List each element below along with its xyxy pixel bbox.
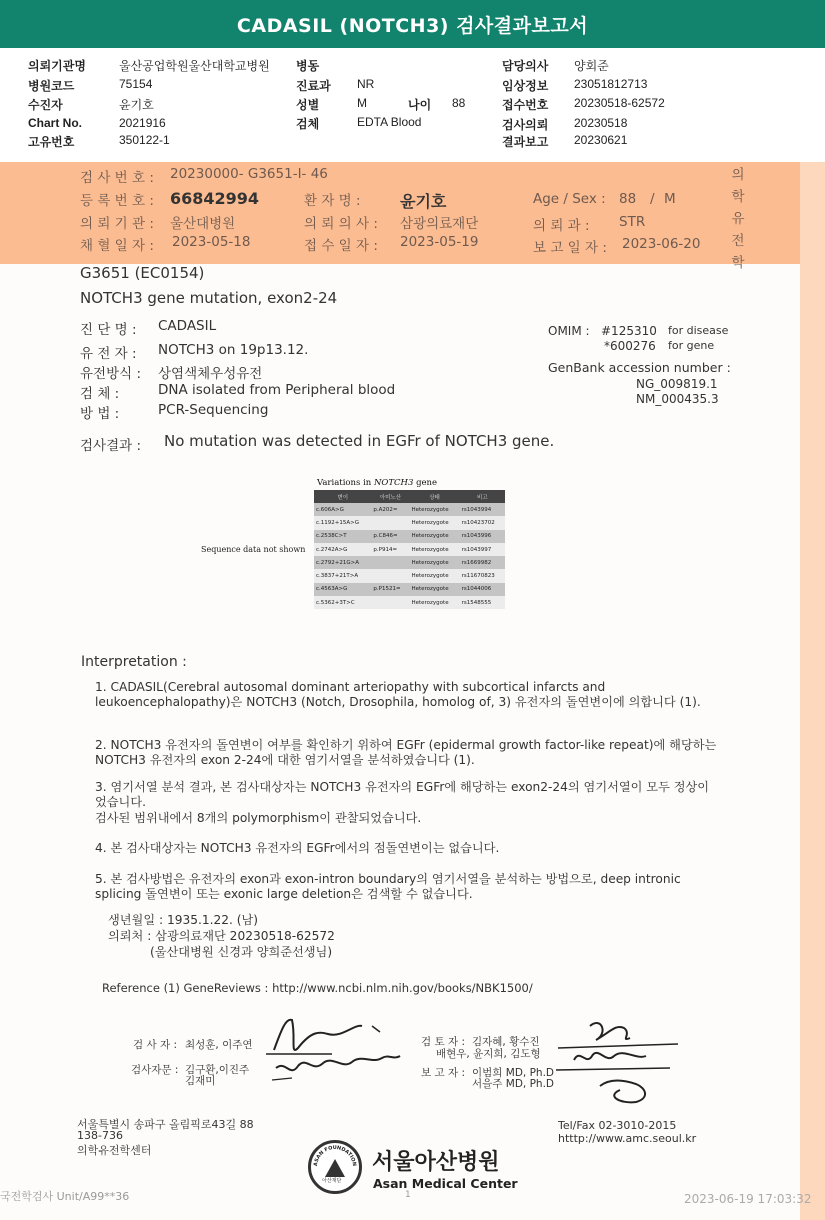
reviewer-names: 김자혜, 황수진 [472,1036,540,1048]
stub-label: 의 뢰 기 관 : [80,216,154,232]
cell: rs1669982 [460,556,505,569]
header-value: 88 [452,96,466,110]
header-label: 고유번호 [28,135,75,149]
header-label: 병원코드 [28,79,75,93]
cell: Heterozygote [409,569,459,582]
column-header: 변이 [314,490,371,503]
advisor-names: 김재미 [185,1075,216,1087]
header-label: Chart No. [28,116,82,130]
field-label: 방 법 : [80,406,120,422]
variations-table [314,490,505,609]
interpretation-paragraph-4: 4. 본 검사대상자는 NOTCH3 유전자의 EGFr에서의 점돌연변이는 없습니다. [95,841,500,855]
genbank-ng: NG_009819.1 [636,377,718,391]
report-title: CADASIL (NOTCH3) 검사결과보고서 [236,14,589,37]
header-label: 검사의뢰 [502,118,549,132]
requester: 의뢰처 : 삼광의료재단 20230518-62572 [108,929,335,943]
genbank-nm: NM_000435.3 [636,392,719,406]
genbank-label: GenBank accession number : [548,360,731,375]
table-row [314,543,505,556]
header-label: 나이 [408,98,432,112]
cell: p.P1521= [371,583,409,596]
variations-title-gene: NOTCH3 [373,478,414,488]
reviewer-names: 배현우, 윤지희, 김도형 [436,1048,541,1060]
interpretation-heading: Interpretation : [81,654,187,670]
reviewer-signature [550,1012,690,1112]
reporter-names: 서을주 MD, Ph.D [472,1078,554,1090]
interpretation-paragraph-2: 2. NOTCH3 유전자의 돌연변이 여부를 확인하기 위하여 EGFr (epidermal growth factor-like repeat)에 해당하는 NOTCH3 유전자의 exon 2-24에 대한 염기서열을 분석하였습니다 (1). [95,738,717,767]
header-value: M [357,96,367,110]
table-row [314,503,505,516]
field-value: 상염색체우성유전 [158,366,263,382]
header-value: 2021916 [119,116,166,130]
cell: Heterozygote [409,516,459,529]
sign-label: 검사자문 : [131,1064,179,1076]
address-postcode: 138-736 [77,1129,123,1142]
stub-label: 의 뢰 의 사 : [304,216,378,232]
test-title: NOTCH3 gene mutation, exon2-24 [80,289,338,307]
field-label: 검 체 : [80,386,120,402]
interpretation-paragraph-5: 5. 본 검사방법은 유전자의 exon과 exon-intron boundary의 염기서열을 분석하는 방법으로, deep intronic splicing 돌연변이 또는 exonic large deletion은 검색할 수 없습니다. [95,872,681,901]
field-value: CADASIL [158,318,217,334]
omim-disease: #125310 [601,324,657,338]
cell: p.A202= [371,503,409,516]
cell: Heterozygote [409,583,459,596]
registration-number: 66842994 [170,189,260,208]
cell: Heterozygote [409,530,459,543]
stub-label: 보 고 일 자 : [533,240,607,256]
table-row [314,583,505,596]
header-value: 20230518-62572 [574,96,665,110]
header-value: 윤기호 [119,98,154,112]
header-value: 23051812713 [574,77,648,91]
asan-foundation-logo [308,1140,362,1194]
result-text: No mutation was detected in EGFr of NOTCH3 gene. [164,432,555,450]
hospital-name-en: Asan Medical Center [373,1176,518,1191]
vertical-char: 의 [731,167,745,183]
sign-label: 검 토 자 : [421,1036,465,1048]
print-timestamp: 2023-06-19 17:03:32 [684,1192,812,1206]
cell [371,596,409,609]
column-header: 비고 [460,490,505,503]
cell [371,516,409,529]
draw-date: 2023-05-18 [172,234,251,250]
field-value: DNA isolated from Peripheral blood [158,382,396,398]
header-label: 성별 [296,98,320,112]
cell: rs1043994 [460,503,505,516]
report-title-banner [0,0,825,48]
header-label: 진료과 [296,79,331,93]
website: htttp://www.amc.seoul.kr [558,1132,697,1145]
header-value: 울산공업학원울산대학교병원 [119,59,270,73]
omim-gene: *600276 [604,339,656,353]
cell: rs1043996 [460,530,505,543]
field-value: NOTCH3 on 19p13.12. [158,342,309,358]
cell: p.C846= [371,530,409,543]
omim-note: for gene [668,339,715,352]
header-value: 75154 [119,77,153,91]
birth-date: 생년월일 : 1935.1.22. (남) [108,913,259,927]
stub-label: 환 자 명 : [304,193,361,209]
patient-name: 윤기호 [400,192,447,211]
department: STR [619,214,646,230]
header-value: 20230518 [574,116,628,130]
omim-label: OMIM : [548,324,590,338]
header-label: 의뢰기관명 [28,59,86,73]
page-edge [800,162,825,1220]
cell: c.2742A>G [314,543,371,556]
doctor: 삼광의료재단 [400,216,479,232]
cell [371,556,409,569]
requester-detail: (울산대병원 신경과 양희준선생님) [150,945,333,959]
vertical-char: 전 [731,233,745,249]
page-number: 1 [405,1190,411,1200]
vertical-department-label [728,164,748,274]
unit-code: 국전학검사 Unit/A99**36 [0,1190,130,1203]
report-date: 2023-06-20 [622,236,701,252]
stub-label: 의 뢰 과 : [533,218,590,234]
receive-date: 2023-05-19 [400,234,479,250]
vertical-char: 유 [731,211,745,227]
column-header: 상태 [409,490,459,503]
reference: Reference (1) GeneReviews : http://www.ncbi.nlm.nih.gov/books/NBK1500/ [102,981,533,995]
table-row [314,556,505,569]
vertical-char: 학 [731,255,745,271]
tester-names: 최성훈, 이주연 [185,1039,253,1051]
cell [371,569,409,582]
slash: / [650,191,655,207]
stub-label: 채 혈 일 자 : [80,238,154,254]
sign-label: 검 사 자 : [133,1039,177,1051]
variations-title [317,478,437,488]
field-label: 유 전 자 : [80,346,137,362]
header-label: 병동 [296,59,320,73]
sex: M [664,191,676,207]
table-row [314,569,505,582]
variations-title-prefix: Variations in [317,478,374,488]
cell: Heterozygote [409,543,459,556]
field-label: 유전방식 : [80,366,142,382]
age: 88 [619,191,637,207]
test-code: G3651 (EC0154) [80,264,205,282]
department-name: 의학유전학센터 [77,1144,152,1157]
header-value: NR [357,77,375,91]
stub-label: 접 수 일 자 : [304,238,378,254]
logo-ring-text: ASAN FOUNDATION [312,1144,358,1167]
header-label: 접수번호 [502,98,549,112]
cell: c.5362+3T>C [314,596,371,609]
interpretation-paragraph-3b: 검사된 범위내에서 8개의 polymorphism이 관찰되었습니다. [95,811,422,825]
cell: rs1548555 [460,596,505,609]
result-label: 검사결과 : [80,438,142,454]
reporter-names: 이범희 MD, Ph.D [472,1067,554,1079]
cell: rs1043997 [460,543,505,556]
cell: c.2792+21G>A [314,556,371,569]
table-header-row [314,490,505,503]
cell: c.4563A>G [314,583,371,596]
stub-label: Age / Sex : [533,191,606,207]
institution: 울산대병원 [170,216,236,232]
omim-note: for disease [668,324,729,337]
logo-inner-text: 아산재단 [322,1178,342,1184]
table-row [314,516,505,529]
stub-label: 등 록 번 호 : [80,193,154,209]
tel-fax: Tel/Fax 02-3010-2015 [558,1119,677,1132]
cell: c.3837+21T>A [314,569,371,582]
tester-signature [262,1008,412,1088]
sign-label: 보 고 자 : [421,1067,465,1079]
cell: rs11670823 [460,569,505,582]
sequence-note: Sequence data not shown [201,545,306,554]
cell: rs1044006 [460,583,505,596]
cell: Heterozygote [409,503,459,516]
vertical-char: 학 [731,189,745,205]
cell: Heterozygote [409,596,459,609]
interpretation-paragraph-1: 1. CADASIL(Cerebral autosomal dominant arteriopathy with subcortical infarcts and leukoencephalopathy)은 NOTCH3 (Notch, Drosophila, homolog of, 3) 유전자의 돌연변이에 의합니다 (1). [95,680,701,709]
header-label: 검체 [296,117,320,131]
table-row [314,596,505,609]
cell: c.1192+15A>G [314,516,371,529]
header-value: 20230621 [574,133,628,147]
header-label: 담당의사 [502,59,549,73]
cell: Heterozygote [409,556,459,569]
cell: c.606A>G [314,503,371,516]
table-row [314,530,505,543]
header-label: 임상정보 [502,79,549,93]
cell: c.2538C>T [314,530,371,543]
field-value: PCR-Sequencing [158,402,269,418]
test-number: 20230000- G3651-I- 46 [170,166,328,182]
cell: p.P914= [371,543,409,556]
advisor-names: 김구환,이진주 [185,1064,250,1076]
header-value: 350122-1 [119,133,170,147]
header-label: 수진자 [28,98,63,112]
stub-label: 검 사 번 호 : [80,170,154,186]
header-value: 양회준 [574,59,609,73]
column-header: 아미노산 [371,490,409,503]
header-value: EDTA Blood [357,115,422,129]
header-label: 결과보고 [502,135,549,149]
hospital-name-ko: 서울아산병원 [372,1150,500,1175]
cell: rs10423702 [460,516,505,529]
address-line: 서울특별시 송파구 올림픽로43길 88 [77,1118,254,1131]
field-label: 진 단 명 : [80,322,137,338]
interpretation-paragraph-3: 3. 염기서열 분석 결과, 본 검사대상자는 NOTCH3 유전자의 EGFr에 해당하는 exon2-24의 염기서열이 모두 정상이었습니다. [95,780,710,809]
variations-title-suffix: gene [413,478,438,488]
